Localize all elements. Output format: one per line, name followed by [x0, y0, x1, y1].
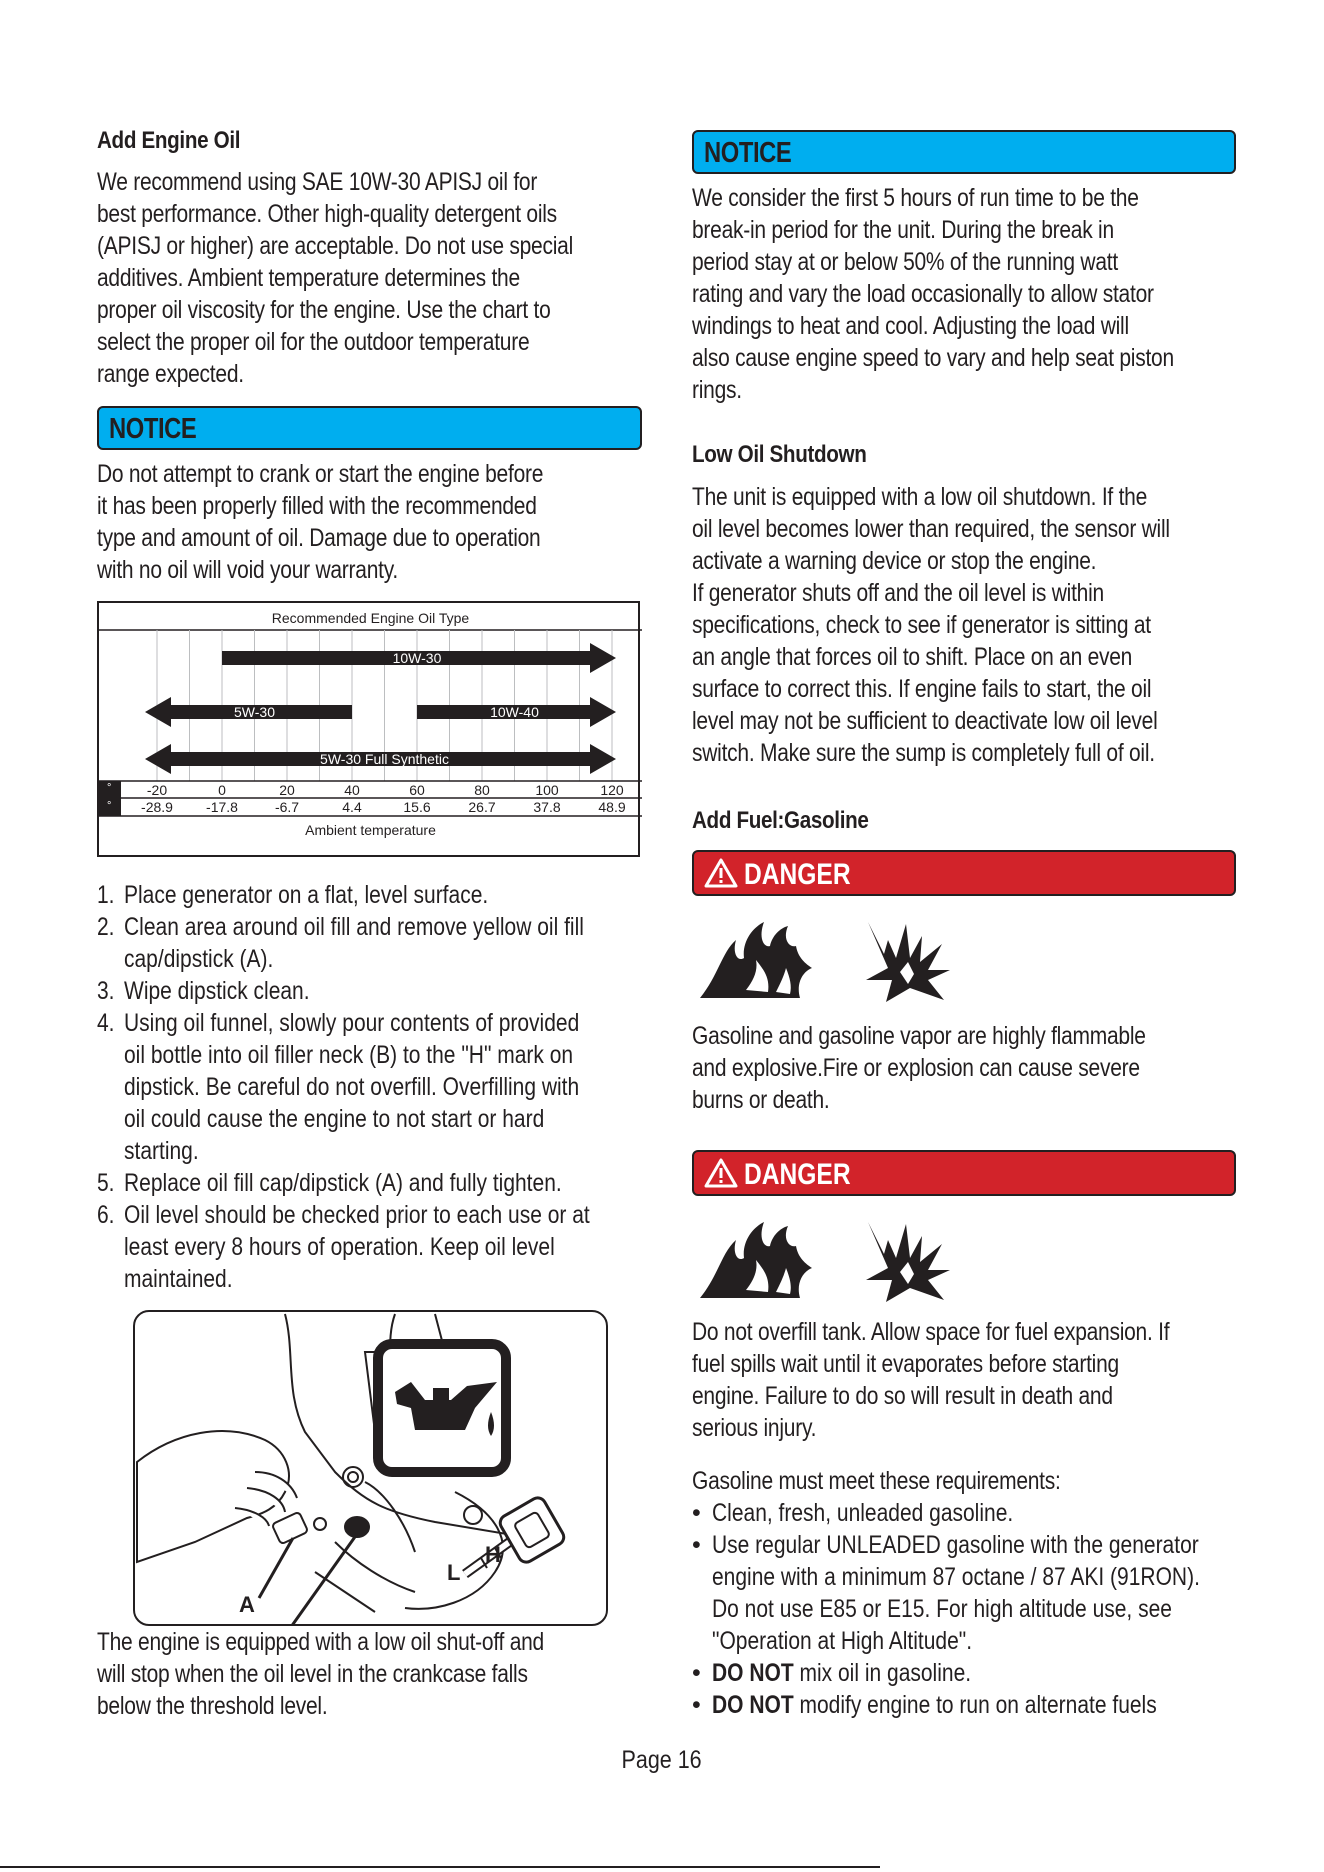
tick-label-c: 37.8 — [533, 799, 561, 815]
step-text: dipstick. Be careful do not overfill. Overfilling with — [124, 1073, 580, 1101]
low-oil-shutoff-text — [97, 1626, 657, 1722]
low-oil-line: The unit is equipped with a low oil shutdown. If the — [692, 483, 1148, 511]
warning-triangle-icon — [704, 858, 738, 888]
step-number: 6. — [97, 1201, 115, 1229]
step-text: oil could cause the engine to not start or hard — [124, 1105, 545, 1133]
step-text: Replace oil fill cap/dipstick (A) and fully tighten. — [124, 1169, 562, 1197]
tick-label-c: 4.4 — [342, 799, 362, 815]
add-fuel-heading: Add Fuel:Gasoline — [692, 807, 869, 834]
requirement-emphasis: DO NOT — [712, 1691, 794, 1719]
label-a: A — [239, 1592, 255, 1617]
danger-label: DANGER — [744, 858, 851, 891]
requirement-text: Clean, fresh, unleaded gasoline. — [712, 1499, 1014, 1527]
bullet-dot: • — [692, 1531, 701, 1559]
add-oil-line: proper oil viscosity for the engine. Use the chart to — [97, 296, 551, 324]
requirement-text — [712, 1657, 1174, 1689]
oil-range-label: 5W-30 — [234, 704, 275, 720]
bullet-dot: • — [692, 1691, 701, 1719]
fire-icon — [700, 918, 820, 1000]
step-text: starting. — [124, 1137, 199, 1165]
tick-label-c: 48.9 — [598, 799, 626, 815]
danger-text-1 — [692, 1020, 1262, 1116]
fire-icon — [700, 1218, 820, 1300]
step-item — [97, 911, 657, 943]
low-oil-line: level may not be sufficient to deactivate low oil level — [692, 707, 1158, 735]
notice-banner-left — [97, 406, 642, 450]
low-oil-shutdown-heading: Low Oil Shutdown — [692, 441, 867, 468]
danger-label: DANGER — [744, 1158, 851, 1191]
add-oil-line: range expected. — [97, 360, 244, 388]
step-number: 3. — [97, 977, 115, 1005]
tick-label-f: 20 — [279, 782, 295, 798]
tick-label-f: 80 — [474, 782, 490, 798]
shutoff-line: The engine is equipped with a low oil shut-off and — [97, 1628, 544, 1656]
notice-line: period stay at or below 50% of the running watt — [692, 248, 1118, 276]
oil-can-icon — [378, 1344, 506, 1472]
tick-label-f: 60 — [409, 782, 425, 798]
tick-label-f: 40 — [344, 782, 360, 798]
add-engine-oil-text — [97, 166, 657, 390]
step-number: 4. — [97, 1009, 115, 1037]
step-item — [97, 879, 657, 911]
bullet-dot: • — [692, 1659, 701, 1687]
step-text: Clean area around oil fill and remove yellow oil fill — [124, 913, 584, 941]
warning-triangle-icon — [704, 1158, 738, 1188]
requirement-item — [692, 1657, 1262, 1689]
notice-text-right — [692, 182, 1262, 406]
step-item — [97, 975, 657, 1007]
step-item — [97, 1039, 657, 1071]
requirement-emphasis: DO NOT — [712, 1659, 794, 1687]
bullet-dot: • — [692, 1499, 701, 1527]
notice-line: type and amount of oil. Damage due to operation — [97, 524, 541, 552]
low-oil-shutdown-text — [692, 481, 1262, 769]
danger-banner-2 — [692, 1150, 1236, 1196]
step-item — [97, 943, 657, 975]
tick-label-f: 100 — [535, 782, 559, 798]
step-text: Using oil funnel, slowly pour contents of provided — [124, 1009, 580, 1037]
step-item — [97, 1263, 657, 1295]
tick-label-c: 15.6 — [403, 799, 431, 815]
oil-fill-illustration — [133, 1310, 608, 1626]
page-number-text: Page 16 — [621, 1746, 703, 1774]
danger-line: fuel spills wait until it evaporates before starting — [692, 1350, 1119, 1378]
label-h: H — [485, 1542, 501, 1567]
notice-line: rings. — [692, 376, 742, 404]
notice-line: Do not attempt to crank or start the engine before — [97, 460, 544, 488]
notice-line: with no oil will void your warranty. — [97, 556, 398, 584]
step-text: least every 8 hours of operation. Keep oil level — [124, 1233, 555, 1261]
oil-range-label: 5W-30 Full Synthetic — [320, 751, 449, 767]
shutoff-line: will stop when the oil level in the crankcase falls — [97, 1660, 528, 1688]
chart-x-label: Ambient temperature — [305, 822, 436, 838]
notice-line: also cause engine speed to vary and help seat piston — [692, 344, 1174, 372]
requirement-rest: modify engine to run on alternate fuels — [793, 1691, 1157, 1719]
danger-banner-1 — [692, 850, 1236, 896]
explosion-icon — [862, 1218, 956, 1304]
add-oil-line: (APISJ or higher) are acceptable. Do not use special — [97, 232, 573, 260]
step-item — [97, 1199, 657, 1231]
danger-line: Gasoline and gasoline vapor are highly flammable — [692, 1022, 1146, 1050]
low-oil-line: oil level becomes lower than required, the sensor will — [692, 515, 1170, 543]
danger-line: engine. Failure to do so will result in death and — [692, 1382, 1113, 1410]
oil-fill-steps — [97, 879, 657, 1295]
tick-label-f: 0 — [218, 782, 226, 798]
requirement-item — [692, 1625, 1262, 1657]
low-oil-line: switch. Make sure the sump is completely full of oil. — [692, 739, 1155, 767]
tick-label-c: -6.7 — [274, 799, 300, 815]
step-text: Place generator on a flat, level surface. — [124, 881, 489, 909]
step-text: Wipe dipstick clean. — [124, 977, 310, 1005]
requirement-item — [692, 1689, 1262, 1721]
low-oil-line: an angle that forces oil to shift. Place on an even — [692, 643, 1133, 671]
notice-line: break-in period for the unit. During the break in — [692, 216, 1114, 244]
step-item — [97, 1007, 657, 1039]
notice-line: rating and vary the load occasionally to allow stator — [692, 280, 1154, 308]
requirement-rest: mix oil in gasoline. — [793, 1659, 972, 1687]
add-engine-oil-heading: Add Engine Oil — [97, 127, 241, 154]
shutoff-line: below the threshold level. — [97, 1692, 328, 1720]
page-number — [0, 1746, 1324, 1775]
add-oil-line: select the proper oil for the outdoor temperature — [97, 328, 530, 356]
oil-range-label: 10W-40 — [490, 704, 539, 720]
requirements-intro-line: Gasoline must meet these requirements: — [692, 1467, 1061, 1495]
step-item — [97, 1103, 657, 1135]
notice-label: NOTICE — [109, 413, 197, 445]
unit-symbol: ° — [107, 782, 112, 794]
danger-line: and explosive.Fire or explosion can cause severe — [692, 1054, 1140, 1082]
oil-chart-svg — [99, 603, 642, 859]
step-number: 5. — [97, 1169, 115, 1197]
step-text: cap/dipstick (A). — [124, 945, 274, 973]
oil-range-label: 10W-30 — [392, 650, 442, 666]
requirement-item — [692, 1593, 1262, 1625]
step-item — [97, 1135, 657, 1167]
tick-label-c: -28.9 — [141, 799, 173, 815]
notice-banner-right — [692, 130, 1236, 174]
low-oil-line: specifications, check to see if generator is sitting at — [692, 611, 1151, 639]
explosion-icon — [862, 918, 956, 1004]
danger-text-2 — [692, 1316, 1262, 1444]
step-number: 2. — [97, 913, 115, 941]
requirement-text: "Operation at High Altitude". — [712, 1627, 973, 1655]
tick-label-f: 120 — [600, 782, 624, 798]
requirement-text — [712, 1689, 1174, 1721]
notice-text-left — [97, 458, 657, 586]
requirement-text: engine with a minimum 87 octane / 87 AKI (91RON). — [712, 1563, 1200, 1591]
requirement-item — [692, 1561, 1262, 1593]
low-oil-line: surface to correct this. If engine fails to start, the oil — [692, 675, 1152, 703]
step-text: Oil level should be checked prior to each use or at — [124, 1201, 590, 1229]
notice-line: it has been properly filled with the recommended — [97, 492, 537, 520]
requirement-text: Use regular UNLEADED gasoline with the generator — [712, 1531, 1199, 1559]
step-text: oil bottle into oil filler neck (B) to the "H" mark on — [124, 1041, 574, 1069]
add-oil-line: additives. Ambient temperature determines the — [97, 264, 520, 292]
notice-label: NOTICE — [704, 137, 792, 169]
step-number: 1. — [97, 881, 115, 909]
gasoline-requirements-list — [692, 1497, 1262, 1721]
danger-line: Do not overfill tank. Allow space for fuel expansion. If — [692, 1318, 1170, 1346]
notice-line: We consider the first 5 hours of run time to be the — [692, 184, 1139, 212]
step-item — [97, 1231, 657, 1263]
danger-line: serious injury. — [692, 1414, 817, 1442]
requirement-item — [692, 1497, 1262, 1529]
chart-title: Recommended Engine Oil Type — [271, 610, 470, 626]
step-item — [97, 1167, 657, 1199]
oil-type-chart — [97, 601, 640, 857]
add-oil-line: We recommend using SAE 10W-30 APISJ oil for — [97, 168, 538, 196]
engine-dipstick-drawing — [135, 1312, 608, 1626]
low-oil-line: If generator shuts off and the oil level is within — [692, 579, 1104, 607]
step-text: maintained. — [124, 1265, 233, 1293]
notice-line: windings to heat and cool. Adjusting the load will — [692, 312, 1129, 340]
requirement-item — [692, 1529, 1262, 1561]
low-oil-line: activate a warning device or stop the engine. — [692, 547, 1097, 575]
tick-label-c: -17.8 — [206, 799, 238, 815]
danger-line: burns or death. — [692, 1086, 830, 1114]
unit-symbol: ° — [107, 800, 112, 812]
bottom-rule — [0, 1866, 880, 1868]
requirement-text: Do not use E85 or E15. For high altitude use, see — [712, 1595, 1172, 1623]
add-oil-line: best performance. Other high-quality detergent oils — [97, 200, 557, 228]
step-item — [97, 1071, 657, 1103]
gasoline-requirements-intro — [692, 1465, 1262, 1497]
tick-label-f: -20 — [146, 782, 168, 798]
label-l: L — [447, 1560, 461, 1585]
tick-label-c: 26.7 — [468, 799, 496, 815]
